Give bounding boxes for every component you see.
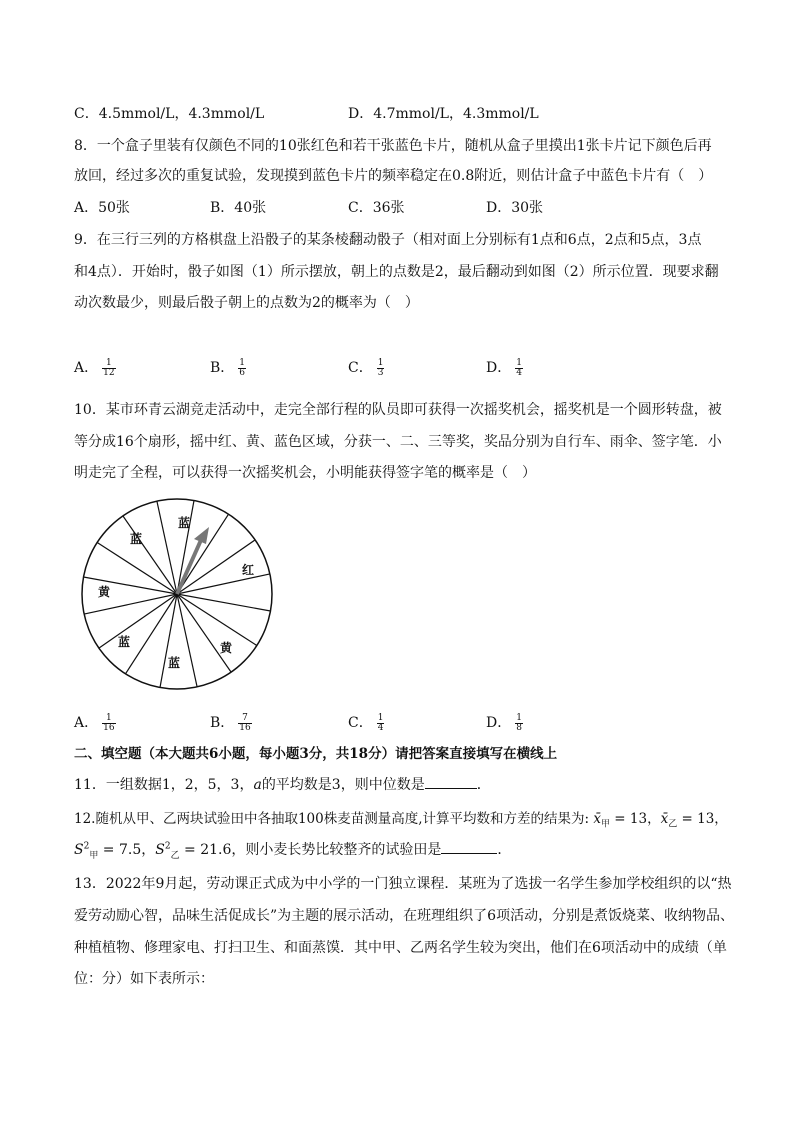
variance-a-sub: 甲 (89, 850, 99, 861)
q8-option-a: A．50张 (74, 200, 130, 216)
q9-option-a (74, 357, 116, 378)
option-label: D． (486, 360, 512, 376)
xbar-a: x̄ (593, 811, 601, 827)
variance-a-sup: 2 (83, 841, 90, 852)
wheel-label-blue-4: 蓝 (168, 656, 181, 670)
q8-option-b: B．40张 (210, 200, 267, 216)
denominator: 6 (239, 367, 246, 378)
wheel-label-blue-1: 蓝 (130, 532, 143, 546)
fraction (238, 359, 246, 378)
q12-lead: 12.随机从甲、乙两块试验田中各抽取100株麦苗测量高度,计算平均数和方差的结果为: (74, 811, 594, 827)
q10-text-line3: 明走完了全程，可以获得一次摇奖机会，小明能获得签字笔的概率是（ ） (74, 465, 536, 481)
q12-mean-a: = 13， (610, 811, 661, 827)
q11-lead: 11．一组数据1，2，5，3， (74, 777, 254, 793)
denominator: 8 (516, 722, 522, 733)
numerator: 1 (516, 357, 522, 368)
variance-b-sub: 乙 (170, 850, 180, 861)
q12-mean-b: = 13， (677, 811, 728, 827)
denominator: 16 (239, 722, 251, 733)
fraction (238, 714, 251, 733)
q11-text (74, 774, 491, 794)
option-label: D． (486, 715, 512, 731)
spinner-wheel-figure (80, 497, 280, 697)
q13-text-line3: 种植植物、修理家电、打扫卫生、和面蒸馍．其中甲、乙两名学生较为突出，他们在6项活动中的成绩（单 (74, 940, 727, 956)
q8-text-line2: 放回，经过多次的重复试验，发现摸到蓝色卡片的频率稳定在0.8附近，则估计盒子中蓝色卡片有（ ） (74, 168, 713, 184)
q8-option-d: D．30张 (486, 200, 544, 216)
numerator: 1 (516, 712, 522, 723)
q12-variance-b: = 21.6，则小麦长势比较整齐的试验田是 (179, 842, 442, 858)
denominator: 3 (377, 367, 384, 378)
numerator: 1 (105, 712, 112, 723)
q9-text-line2: 和4点）．开始时，骰子如图（1）所示摆放，朝上的点数是2，最后翻动到如图（2）所示位置．现要求翻 (74, 264, 719, 280)
wheel-label-red: 红 (242, 563, 255, 577)
numerator: 1 (377, 712, 384, 723)
wheel-label-blue-2: 蓝 (178, 516, 191, 530)
variance-a-symbol: S (74, 842, 84, 858)
fraction (515, 359, 523, 378)
fraction (102, 714, 115, 733)
option-label: B． (210, 715, 235, 731)
xbar-b: x̄ (660, 811, 669, 827)
q13-text-line1: 13．2022年9月起，劳动课正式成为中小学的一门独立课程．某班为了选拔一名学生参加学校组织的以“热 (74, 876, 732, 892)
q10-option-b (210, 712, 252, 733)
q13-text-line2: 爱劳动励心智，品味生活促成长”为主题的展示活动，在班理组织了6项活动，分别是煮饭烧菜、收纳物品、 (74, 908, 735, 924)
variance-b-sup: 2 (164, 841, 171, 852)
xbar-b-subscript: 乙 (668, 819, 678, 830)
q10-option-c (348, 712, 384, 733)
q12-variance-a: = 7.5， (98, 842, 156, 858)
denominator: 16 (103, 722, 115, 733)
q9-text-line3: 动次数最少，则最后骰子朝上的点数为2的概率为（ ） (74, 295, 419, 311)
q11-variable: a (253, 777, 262, 793)
q9-option-b (210, 357, 246, 378)
q7-option-d: D．4.7mmol/L，4.3mmol/L (348, 106, 539, 122)
option-label: A． (74, 715, 99, 731)
numerator: 1 (239, 357, 246, 368)
q8-option-c: C．36张 (348, 200, 405, 216)
option-label: C． (348, 360, 373, 376)
q7-option-c: C．4.5mmol/L，4.3mmol/L (74, 106, 265, 122)
q12-text-line1 (74, 807, 728, 830)
q11-end: ． (476, 777, 491, 793)
q12-text-line2 (74, 839, 511, 861)
option-label: A． (74, 360, 99, 376)
q10-option-d (486, 712, 523, 733)
q13-text-line4: 位：分）如下表所示： (74, 971, 214, 987)
q8-text-line1: 8．一个盒子里装有仅颜色不同的10张红色和若干张蓝色卡片，随机从盒子里摸出1张卡片记下颜色后再 (74, 138, 712, 154)
numerator: 7 (242, 712, 248, 723)
numerator: 1 (105, 357, 112, 368)
q11-body: 的平均数是3，则中位数是 (261, 777, 425, 793)
q11-answer-blank[interactable] (425, 776, 477, 789)
denominator: 4 (377, 722, 384, 733)
fraction (102, 359, 115, 378)
option-label: C． (348, 715, 373, 731)
option-label: B． (210, 360, 235, 376)
q9-option-c (348, 357, 384, 378)
section-2-heading: 二、填空题（本大题共6小题，每小题3分，共18分）请把答案直接填写在横线上 (74, 746, 558, 762)
xbar-a-subscript: 甲 (601, 819, 611, 830)
q12-end: ． (497, 842, 512, 858)
variance-b-symbol: S (155, 842, 165, 858)
q9-text-line1: 9．在三行三列的方格棋盘上沿骰子的某条棱翻动骰子（相对面上分别标有1点和6点，2点和5点，3点 (74, 232, 702, 248)
q10-option-a (74, 712, 116, 733)
wheel-label-yellow-1: 黄 (98, 585, 111, 599)
fraction (515, 714, 523, 733)
q9-option-d (486, 357, 523, 378)
denominator: 4 (516, 367, 522, 378)
denominator: 12 (103, 367, 115, 378)
fraction (377, 714, 385, 733)
q12-answer-blank[interactable] (441, 841, 497, 854)
fraction (377, 359, 385, 378)
q10-text-line2: 等分成16个扇形，摇中红、黄、蓝色区域，分获一、二、三等奖，奖品分别为自行车、雨伞、签字笔．小 (74, 434, 722, 450)
numerator: 1 (377, 357, 384, 368)
wheel-label-yellow-2: 黄 (220, 641, 233, 655)
wheel-label-blue-3: 蓝 (118, 635, 131, 649)
q10-text-line1: 10．某市环青云湖竞走活动中，走完全部行程的队员即可获得一次摇奖机会，摇奖机是一个圆形转盘，被 (74, 402, 722, 418)
